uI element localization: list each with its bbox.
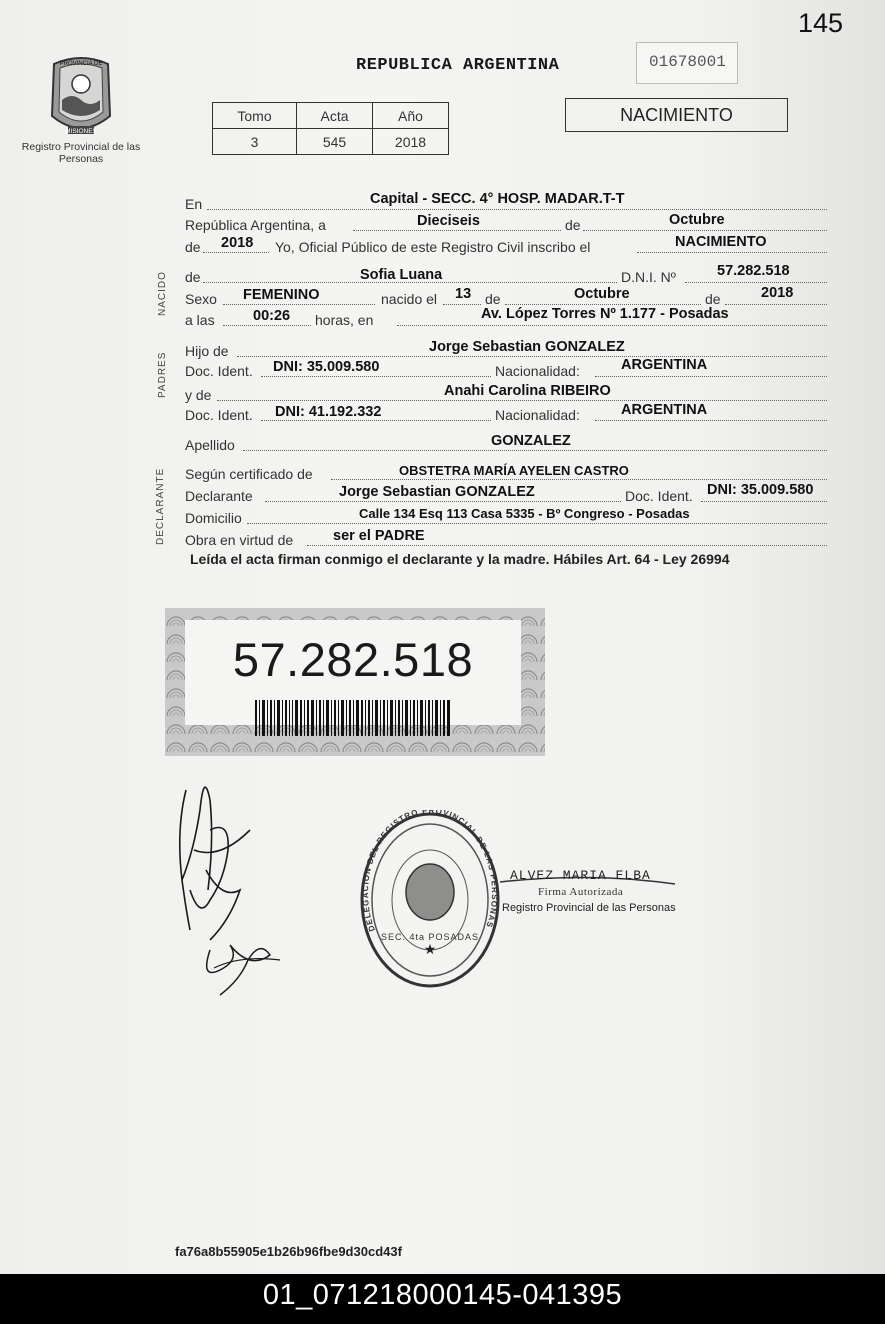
nac2-label: Nacionalidad:: [495, 407, 580, 423]
declarante-dni-value: DNI: 35.009.580: [707, 482, 814, 498]
registry-table-header-row: [213, 103, 449, 129]
nac1-label: Nacionalidad:: [495, 363, 580, 379]
document-hash: fa76a8b55905e1b26b96fbe9d30cd43f: [175, 1244, 402, 1259]
stamp-name: ALVEZ MARIA ELBA: [510, 868, 651, 883]
serial-box: [636, 42, 738, 84]
birth-place-value: Av. López Torres Nº 1.177 - Posadas: [481, 306, 729, 322]
form-line-obra: [185, 528, 827, 548]
serial-number: 01678001: [649, 53, 726, 71]
declarante-doc-label: Doc. Ident.: [625, 488, 693, 504]
closing-statement: Leída el acta firman conmigo el declarante y la madre. Hábiles Art. 64 - Ley 26994: [190, 551, 730, 567]
form-line-certificado: [185, 462, 827, 482]
seal-inner-text: SEC. 4ta POSADAS: [380, 932, 480, 942]
dni-barcode-label: [165, 608, 545, 756]
crest-lettering-bottom: MISIONES: [65, 128, 97, 135]
declarante-value: Jorge Sebastian GONZALEZ: [339, 484, 535, 500]
hijo-de-label: Hijo de: [185, 343, 229, 359]
doc2-label: Doc. Ident.: [185, 407, 253, 423]
sexo-label: Sexo: [185, 291, 217, 307]
birth-month-value: Octubre: [574, 286, 630, 302]
de1-label: de: [485, 291, 501, 307]
footer-bar: [0, 1274, 885, 1324]
en-value: Capital - SECC. 4° HOSP. MADAR.T-T: [370, 191, 625, 207]
de2-label: de: [705, 291, 721, 307]
date-day-value: Dieciseis: [417, 213, 480, 229]
acta-header: Acta: [297, 103, 373, 129]
province-crest-icon: [44, 56, 118, 143]
dni-label: D.N.I. Nº: [621, 269, 676, 285]
surname-value: GONZALEZ: [491, 433, 571, 449]
signature-declarante-icon: [170, 770, 290, 1005]
form-line-a-las: [185, 308, 827, 328]
de-label: de: [565, 217, 581, 233]
birth-time-value: 00:26: [253, 308, 291, 324]
form-line-en: [185, 192, 827, 212]
side-label-padres: PADRES: [157, 351, 168, 398]
side-label-nacido: NACIDO: [157, 271, 168, 316]
crest-caption: Registro Provincial de las Personas: [21, 141, 141, 165]
declarante-label: Declarante: [185, 488, 253, 504]
y-de-label: y de: [185, 387, 212, 403]
form-line-y-de: [185, 383, 827, 403]
domicilio-value: Calle 134 Esq 113 Casa 5335 - Bº Congreso - Posadas: [359, 506, 690, 521]
barcode-panel: [185, 620, 521, 725]
form-line-hijo: [185, 339, 827, 359]
birth-year-value: 2018: [761, 285, 794, 301]
father-nationality-value: ARGENTINA: [621, 357, 708, 373]
form-line-doc2: [185, 403, 827, 423]
form-line-nacido: [185, 265, 827, 285]
father-dni-value: DNI: 35.009.580: [273, 359, 380, 375]
year-value: 2018: [221, 235, 254, 251]
mother-name-value: Anahi Carolina RIBEIRO: [444, 383, 611, 399]
crest-lettering-top: PROVINCIA DE: [59, 61, 103, 67]
nacido-de-label: de: [185, 269, 201, 285]
date-month-value: Octubre: [669, 212, 725, 228]
apellido-label: Apellido: [185, 437, 235, 453]
doc1-label: Doc. Ident.: [185, 363, 253, 379]
barcode-icon: [255, 700, 451, 736]
official-seal-icon: [355, 810, 505, 995]
seal-ring-text: DELEGACION DEL REGISTRO PROVINCIAL DE LAS PERSONAS: [360, 810, 500, 933]
de-year-label: de: [185, 239, 201, 255]
domicilio-label: Domicilio: [185, 510, 242, 526]
certificado-label: Según certificado de: [185, 466, 313, 482]
a-las-label: a las: [185, 312, 215, 328]
nacido-el-label: nacido el: [381, 291, 438, 307]
footer-id: 01_071218000145-041395: [262, 1279, 623, 1311]
ano-value: 2018: [373, 129, 449, 155]
form-line-republica: [185, 213, 827, 233]
form-line-domicilio: [185, 506, 827, 526]
oficial-text: Yo, Oficial Público de este Registro Civil inscribo el: [275, 239, 591, 255]
barcode-number: 57.282.518: [232, 633, 474, 686]
inscribe-value: NACIMIENTO: [675, 234, 767, 250]
birth-day-value: 13: [455, 286, 472, 302]
ano-header: Año: [373, 103, 449, 129]
certificado-value: OBSTETRA MARÍA AYELEN CASTRO: [399, 463, 629, 478]
obra-value: ser el PADRE: [333, 528, 425, 544]
tomo-value: 3: [213, 129, 297, 155]
stamp-organization: Registro Provincial de las Personas: [502, 902, 676, 914]
sexo-value: FEMENINO: [243, 287, 320, 303]
father-name-value: Jorge Sebastian GONZALEZ: [429, 339, 625, 355]
svg-text:★: ★: [423, 941, 437, 957]
republica-label: República Argentina, a: [185, 217, 326, 233]
acta-value: 545: [297, 129, 373, 155]
document-title: REPUBLICA ARGENTINA: [356, 56, 560, 75]
tomo-header: Tomo: [213, 103, 297, 129]
obra-label: Obra en virtud de: [185, 532, 294, 548]
form-line-year: [185, 235, 827, 255]
form-line-doc1: [185, 359, 827, 379]
registry-table-value-row: [213, 129, 449, 155]
form-line-apellido: [185, 433, 827, 453]
registry-table: [212, 102, 449, 155]
side-label-declarante: DECLARANTE: [155, 467, 166, 545]
form-line-declarante: [185, 484, 827, 504]
form-line-sexo: [185, 287, 827, 307]
en-label: En: [185, 196, 203, 212]
stamp-role: Firma Autorizada: [538, 886, 624, 898]
record-type-box: NACIMIENTO: [565, 98, 788, 132]
child-name-value: Sofia Luana: [360, 267, 443, 283]
child-dni-value: 57.282.518: [717, 263, 790, 279]
mother-nationality-value: ARGENTINA: [621, 402, 708, 418]
horas-label: horas, en: [315, 312, 374, 328]
mother-dni-value: DNI: 41.192.332: [275, 404, 382, 420]
page-number: 145: [797, 8, 843, 38]
